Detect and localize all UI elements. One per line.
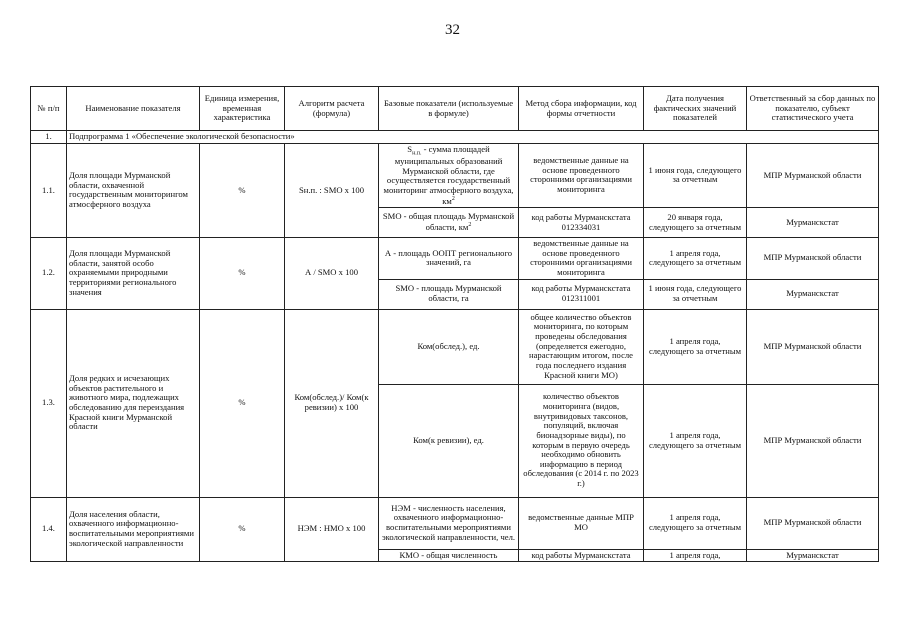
table-row <box>31 309 879 384</box>
responsible-text: Мурманскстат <box>786 550 839 560</box>
collection-method: ведомственные данные МПР МО <box>519 497 644 549</box>
receipt-date: 1 апреля года, следующего за отчетным <box>644 497 747 549</box>
base-indicator: А - площадь ООПТ регионального значений, га <box>379 238 519 280</box>
base-subscript: н.п. <box>412 150 422 157</box>
indicator-unit: % <box>200 497 285 561</box>
row-num: 1.2. <box>31 238 67 310</box>
indicator-name: Доля площади Мурманской области, занятой особо охраняемыми природными территориями регионального значения <box>67 238 200 310</box>
base-indicator: Ком(к ревизии), ед. <box>379 384 519 497</box>
receipt-date: 1 апреля года, следующего за отчетным <box>644 238 747 280</box>
table-row <box>31 143 879 207</box>
responsible: МПР Мурманской области <box>747 384 879 497</box>
collection-method <box>519 549 644 561</box>
receipt-date: 1 апреля года, следующего за отчетным <box>644 384 747 497</box>
header-row <box>31 87 879 131</box>
page-number: 32 <box>445 22 460 38</box>
collection-method: ведомственные данные на основе проведенного сторонними организациями мониторинга <box>519 143 644 207</box>
base-indicator <box>379 208 519 238</box>
base-symbol: S <box>407 143 413 154</box>
receipt-date: 1 июня года, следующего за отчетным <box>644 279 747 309</box>
indicator-name: Доля редких и исчезающих объектов растительного и животного мира, подлежащих обследованию для переиздания Красной книги Мурманской области <box>67 309 200 497</box>
header-num: № п/п <box>31 87 67 131</box>
method-text: код работы Мурманскстата <box>531 550 631 560</box>
indicator-unit: % <box>200 143 285 237</box>
responsible <box>747 549 879 561</box>
header-unit: Единица измерения, временная характеристика <box>200 87 285 131</box>
responsible: МПР Мурманской области <box>747 497 879 549</box>
section-title: Подпрограмма 1 «Обеспечение экологической безопасности» <box>67 131 879 144</box>
header-algorithm: Алгоритм расчета (формула) <box>285 87 379 131</box>
section-row <box>31 131 879 144</box>
base-indicator <box>379 549 519 561</box>
base-text: SМО - общая площадь Мурманской области, км <box>382 211 515 232</box>
row-num: 1.1. <box>31 143 67 237</box>
responsible: МПР Мурманской области <box>747 238 879 280</box>
header-method: Метод сбора информации, код формы отчетности <box>519 87 644 131</box>
date-text: 1 апреля года, <box>669 550 721 560</box>
base-indicator: SМО - площадь Мурманской области, га <box>379 279 519 309</box>
section-num: 1. <box>31 131 67 144</box>
indicator-unit: % <box>200 238 285 310</box>
header-date: Дата получения фактических значений показателей <box>644 87 747 131</box>
base-indicator <box>379 143 519 207</box>
indicator-formula: НЭМ : НМО х 100 <box>285 497 379 561</box>
base-text: КМО - общая численность <box>399 550 498 560</box>
base-superscript: 2 <box>451 195 455 202</box>
header-name: Наименование показателя <box>67 87 200 131</box>
receipt-date: 20 января года, следующего за отчетным <box>644 208 747 238</box>
indicator-name: Доля населения области, охваченного информационно-воспитательными мероприятиями экологической направленности <box>67 497 200 561</box>
base-text: - сумма площадей муниципальных образований Мурманской области, где осуществляется государственный мониторинг атмосферного воздуха, км <box>383 143 514 206</box>
header-responsible: Ответственный за сбор данных по показателю, субъект статистического учета <box>747 87 879 131</box>
collection-method: код работы Мурманскстата 012311001 <box>519 279 644 309</box>
row-num: 1.3. <box>31 309 67 497</box>
table-row <box>31 497 879 549</box>
responsible: Мурманскстат <box>747 208 879 238</box>
receipt-date <box>644 549 747 561</box>
indicators-table <box>30 86 879 562</box>
responsible: МПР Мурманской области <box>747 143 879 207</box>
responsible: МПР Мурманской области <box>747 309 879 384</box>
header-base: Базовые показатели (используемые в формуле) <box>379 87 519 131</box>
base-indicator: НЭМ - численность населения, охваченного информационно-воспитательными мероприятиями экологической направленности, чел. <box>379 497 519 549</box>
receipt-date: 1 июня года, следующего за отчетным <box>644 143 747 207</box>
row-num: 1.4. <box>31 497 67 561</box>
responsible: Мурманскстат <box>747 279 879 309</box>
collection-method: ведомственные данные на основе проведенного сторонними организациями мониторинга <box>519 238 644 280</box>
indicator-name: Доля площади Мурманской области, охваченной государственным мониторингом атмосферного воздуха <box>67 143 200 237</box>
table-row <box>31 238 879 280</box>
indicator-formula: А / SМО х 100 <box>285 238 379 310</box>
base-superscript: 2 <box>468 222 472 229</box>
indicator-formula: Sн.п. : SМО х 100 <box>285 143 379 237</box>
indicator-formula: Ком(обслед.)/ Ком(к ревизии) х 100 <box>285 309 379 497</box>
receipt-date: 1 апреля года, следующего за отчетным <box>644 309 747 384</box>
base-indicator: Ком(обслед.), ед. <box>379 309 519 384</box>
collection-method: количество объектов мониторинга (видов, внутривидовых таксонов, популяций, включая бионадзорные виды), по которым в первую очередь необходимо обновить информацию в период обследования (с 2014 г. по 2023 г.) <box>519 384 644 497</box>
indicator-unit: % <box>200 309 285 497</box>
collection-method: общее количество объектов мониторинга, по которым проведены обследования (определяется ежегодно, нарастающим итогом, после года последнего издания Красной книги МО) <box>519 309 644 384</box>
collection-method: код работы Мурманскстата 012334031 <box>519 208 644 238</box>
